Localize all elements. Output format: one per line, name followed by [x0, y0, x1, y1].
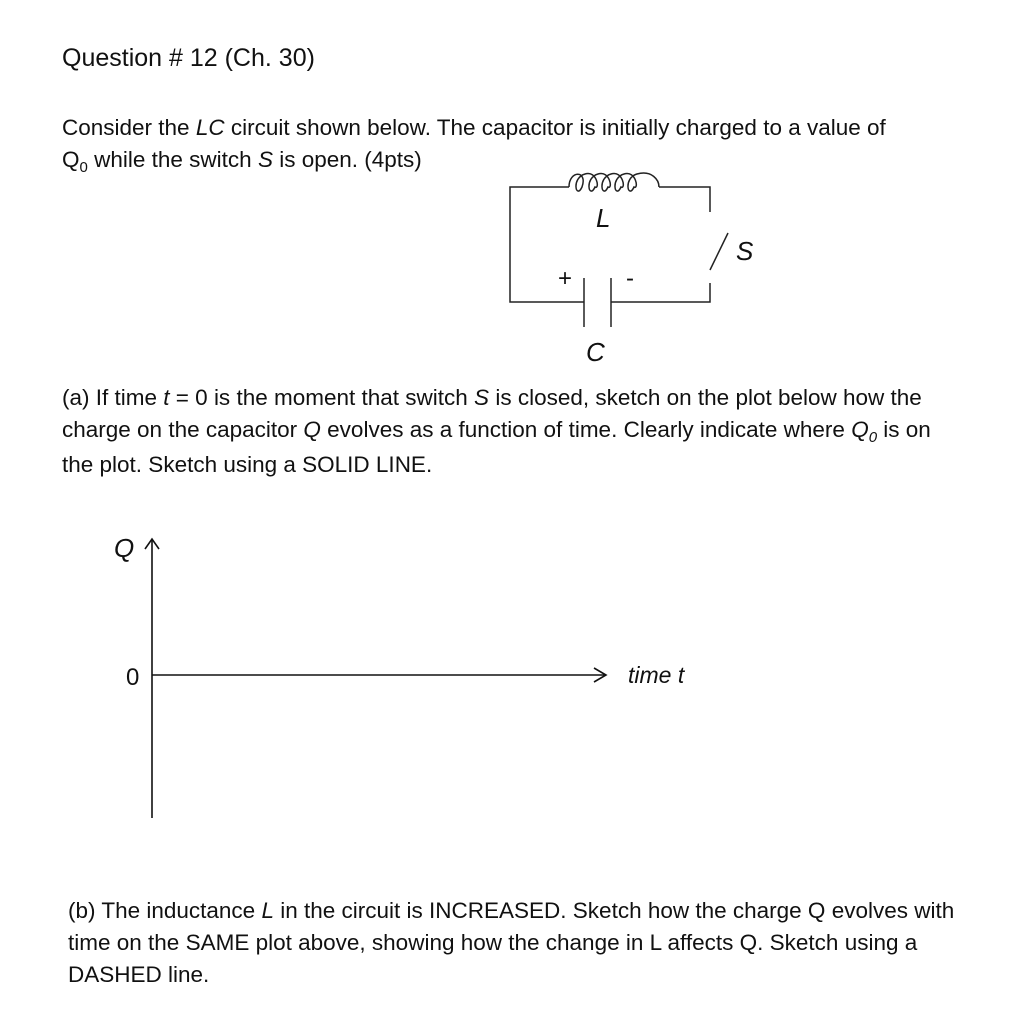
intro-lc: LC	[195, 115, 225, 140]
part-a-text-5: is on the plot. Sketch using a SOLID LINE.	[62, 417, 931, 477]
part-a-q: Q	[303, 417, 321, 442]
y-axis-label: Q	[114, 533, 135, 563]
intro-text-2: circuit shown below. The capacitor is initially charged to a value of	[224, 115, 886, 140]
part-b-text-1: (b) The inductance	[68, 898, 262, 923]
part-a-text-1: (a) If time	[62, 385, 164, 410]
origin-zero-label: 0	[126, 664, 140, 691]
switch-label: S	[736, 236, 754, 266]
wire-top-left	[510, 187, 584, 302]
part-a-q0-sub: 0	[868, 429, 878, 446]
inductor-label: L	[596, 203, 611, 233]
part-b-paragraph	[68, 895, 988, 991]
part-a-text-3: is closed, sketch on the plot below how the charge on the capacitor	[62, 385, 922, 442]
capacitor-label: C	[586, 337, 605, 367]
intro-text-4: is open. (4pts)	[272, 147, 422, 172]
part-a-s: S	[474, 385, 490, 410]
x-axis-label: time t	[628, 662, 685, 688]
question-title: Question # 12 (Ch. 30)	[62, 44, 315, 72]
x-axis-arrowhead	[594, 668, 606, 682]
capacitor-minus-sign: -	[626, 265, 634, 292]
intro-text-1: Consider the	[62, 115, 196, 140]
part-a-t: t	[163, 385, 170, 410]
intro-paragraph	[62, 112, 982, 179]
part-a-q0: Q	[851, 417, 869, 442]
intro-text-3: while the switch	[87, 147, 258, 172]
y-axis-arrowhead	[145, 539, 159, 549]
switch-blade	[710, 233, 728, 270]
part-a-text-2: = 0 is the moment that switch	[169, 385, 475, 410]
part-a-text-4: evolves as a function of time. Clearly indicate where	[320, 417, 852, 442]
part-b-l: L	[261, 898, 274, 923]
wire-top-right	[659, 187, 710, 212]
intro-s: S	[257, 147, 273, 172]
capacitor-plus-sign: +	[558, 265, 573, 292]
intro-q: Q	[62, 147, 80, 172]
part-b-text-2: in the circuit is INCREASED. Sketch how the charge Q evolves with time on the SAME plot above, showing how the change in L affects Q. Sketch using a DASHED line.	[68, 898, 955, 987]
part-a-paragraph	[62, 382, 962, 481]
intro-q-sub: 0	[79, 159, 88, 176]
